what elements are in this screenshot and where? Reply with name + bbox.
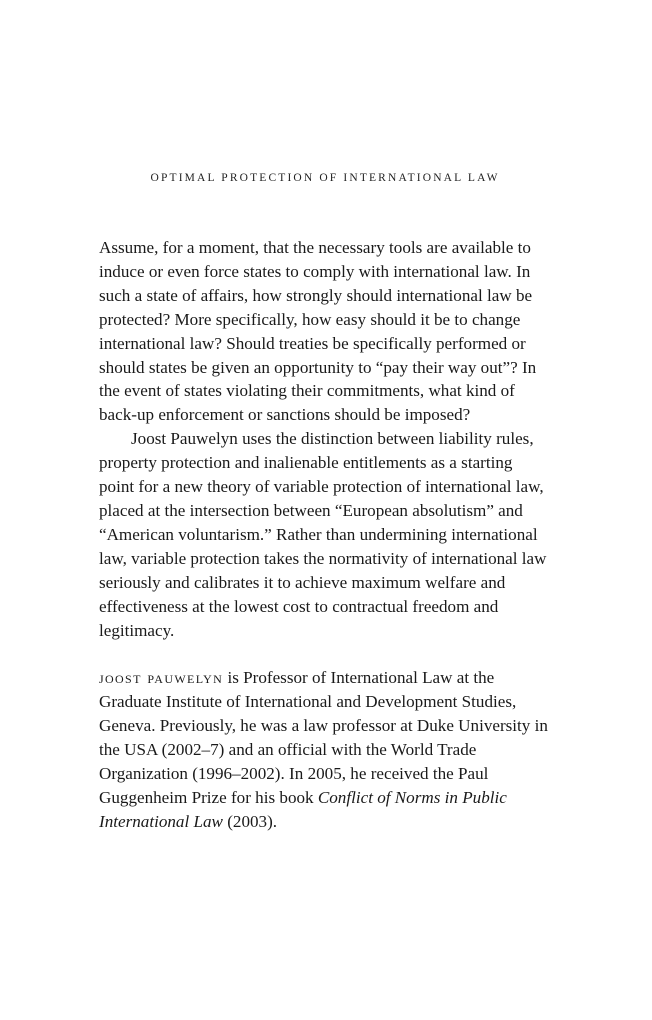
book-title: Conflict of Norms in Public International Law bbox=[99, 787, 507, 831]
author-name: joost pauwelyn bbox=[99, 668, 224, 688]
paragraph-author-note bbox=[99, 666, 551, 833]
author-note-text-before-title: is Professor of International Law at the Graduate Institute of International and Development Studies, Geneva. Previously, he was a law professor at Duke University in the USA (2002–7) and an official with the World Trade Organization (1996–2002). In 2005, he received the Paul Guggenheim Prize for his book bbox=[99, 668, 548, 807]
paragraph-blurb-opening: Assume, for a moment, that the necessary tools are available to induce or even force states to comply with international law. In such a state of affairs, how strongly should international law be protected? More specifically, how easy should it be to change international law? Should treaties be specifically performed or should states be given an opportunity to “pay their way out”? In the event of states violating their commitments, what kind of back-up enforcement or sanctions should be imposed? bbox=[99, 238, 537, 425]
author-note-text-after-title: (2003). bbox=[222, 811, 278, 831]
running-head: OPTIMAL PROTECTION OF INTERNATIONAL LAW bbox=[150, 172, 500, 184]
paragraph-blurb-argument: Joost Pauwelyn uses the distinction between liability rules, property protection and inalienable entitlements as a starting point for a new theory of variable protection of international law, placed at the intersection between “European absolutism” and “American voluntarism.” Rather than undermining international law, variable protection takes the normativity of international law seriously and calibrates it to achieve maximum welfare and effectiveness at the lowest cost to contractual freedom and legitimacy. bbox=[99, 429, 547, 640]
text-block bbox=[99, 236, 551, 834]
